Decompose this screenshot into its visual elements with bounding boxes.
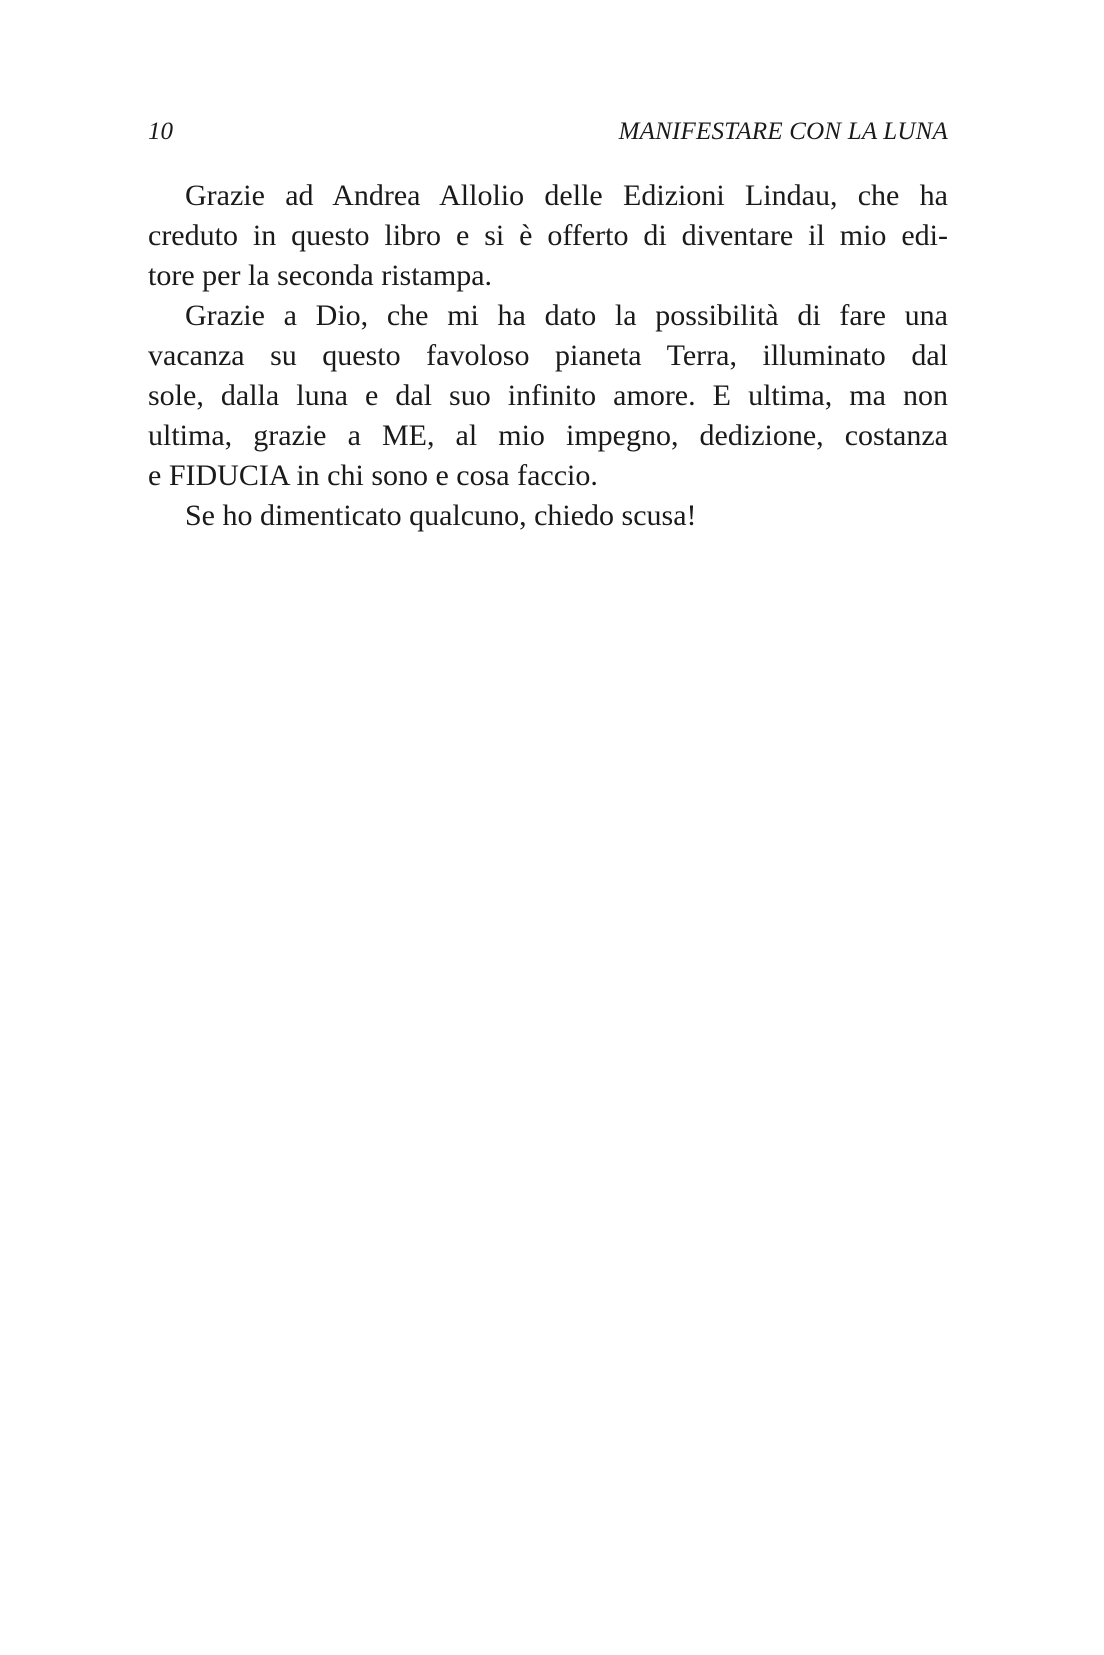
paragraph-3 bbox=[148, 496, 948, 536]
text-line: e FIDUCIA in chi sono e cosa faccio. bbox=[148, 459, 598, 492]
body-text bbox=[148, 176, 948, 536]
paragraph-1 bbox=[148, 176, 948, 296]
text-line: tore per la seconda ristampa. bbox=[148, 259, 493, 292]
text-line: Grazie a Dio, che mi ha dato la possibilità di fare una bbox=[185, 299, 948, 332]
running-title: MANIFESTARE CON LA LUNA bbox=[618, 118, 948, 145]
text-line: creduto in questo libro e si è offerto di diventare il mio edi- bbox=[148, 219, 948, 252]
text-line: ultima, grazie a ME, al mio impegno, dedizione, costanza bbox=[148, 419, 948, 452]
text-line: vacanza su questo favoloso pianeta Terra, illuminato dal bbox=[148, 339, 948, 372]
paragraph-2 bbox=[148, 296, 948, 496]
text-line: Grazie ad Andrea Allolio delle Edizioni Lindau, che ha bbox=[185, 179, 948, 212]
page-number: 10 bbox=[148, 118, 173, 145]
text-line: Se ho dimenticato qualcuno, chiedo scusa! bbox=[185, 499, 697, 532]
text-line: sole, dalla luna e dal suo infinito amore. E ultima, ma non bbox=[148, 379, 948, 412]
running-head bbox=[148, 112, 948, 152]
